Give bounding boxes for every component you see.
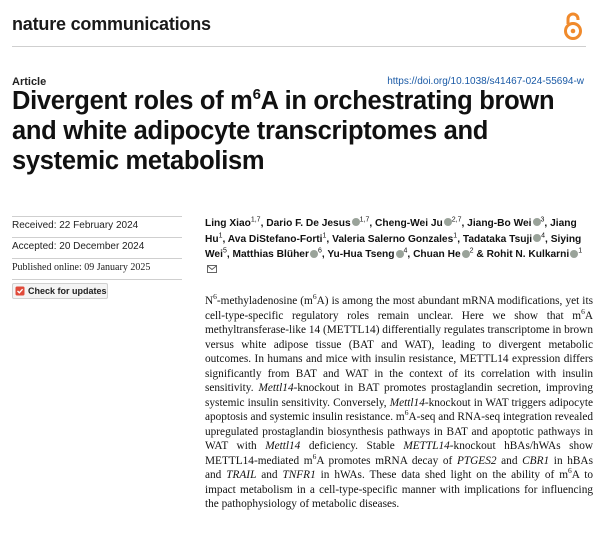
abstract-segment: A to impact metabolism in a cell-type-specific manner with implications for influencing the pathophysiology of metabolic diseases.: [205, 469, 593, 510]
author-affiliation: 1: [578, 247, 583, 255]
published-date: Published online: 09 January 2025: [12, 258, 182, 279]
received-date: Received: 22 February 2024: [12, 216, 182, 237]
author-affiliation: 1,7: [250, 216, 261, 224]
author-affiliation: 2: [469, 247, 474, 255]
author-name: Matthias Blüher: [232, 249, 309, 261]
title-part-2: A in orchestrating brown and white adipocyte transcriptomes and systemic metabolism: [12, 87, 555, 175]
author-separator: ,: [226, 249, 233, 261]
author-affiliation: 6: [317, 247, 322, 255]
abstract-segment: A-seq and RNA-seq integration revealed upregulated prostaglandin biosynthesis pathways in BAT and apoptotic pathways in WAT with: [205, 411, 593, 452]
author-affiliation: 4: [403, 247, 408, 255]
author-name: Chuan He: [413, 249, 461, 261]
author-affiliation: 4: [541, 232, 546, 240]
author-name: Siying Wei: [205, 233, 582, 261]
email-icon[interactable]: [207, 265, 217, 273]
author-separator: ,: [544, 218, 551, 229]
abstract-italic: CBR1: [522, 454, 550, 467]
author-affiliation: 1: [453, 232, 458, 240]
author[interactable]: [413, 249, 473, 260]
author-name: Jiang-Bo Wei: [467, 218, 532, 229]
check-updates-label: Check for updates: [28, 286, 107, 296]
author-separator: ,: [326, 233, 333, 245]
title-superscript: 6: [252, 85, 261, 103]
orcid-icon[interactable]: [462, 250, 470, 258]
author-name: Tadataka Tsuji: [462, 233, 533, 245]
orcid-icon[interactable]: [352, 218, 360, 226]
abstract-segment: A promotes mRNA decay of: [316, 454, 457, 467]
orcid-icon[interactable]: [533, 218, 541, 226]
author-name: Valeria Salerno Gonzales: [332, 233, 454, 245]
abstract-italic: METTL14: [403, 440, 450, 452]
author-separator: ,: [260, 218, 267, 229]
check-for-updates-button[interactable]: [12, 283, 108, 299]
author-separator: ,: [407, 249, 414, 261]
title-part-1: Divergent roles of m: [12, 87, 253, 115]
abstract-superscript: 6: [312, 292, 317, 302]
abstract-segment: -knockout in WAT triggers adipocyte apoptosis and systemic insulin resistance. m: [205, 396, 593, 423]
article-metadata: [12, 216, 182, 300]
abstract-italic: Mettl14: [265, 440, 301, 452]
author-separator: ,: [545, 233, 551, 245]
accepted-date: Accepted: 20 December 2024: [12, 237, 182, 258]
author-separator: ,: [369, 218, 376, 229]
abstract-superscript: 6: [404, 408, 409, 418]
orcid-icon[interactable]: [396, 250, 404, 258]
abstract-italic: Mettl14: [389, 396, 425, 409]
author-separator: ,: [321, 249, 328, 261]
abstract-segment: A methyltransferase-like 14 (METTL14) differentially regulates transcriptome in brown versus white adipose tissue (BAT and WAT), leading to divergent metabolic outcomes. In humans and mice with insulin resistance, METTL14 expression differs significantly from BAT and WAT in the context of its correlation with insulin sensitivity.: [205, 309, 593, 394]
abstract-text: [205, 294, 593, 512]
author-separator: ,: [457, 233, 463, 245]
abstract-segment: -knockout hBAs/hWAs show METTL14-mediated m: [205, 440, 594, 467]
author-affiliation: 1,7: [359, 216, 370, 224]
author-list: [205, 216, 590, 278]
author[interactable]: [266, 218, 369, 229]
author[interactable]: [375, 218, 461, 229]
check-updates-row: [12, 279, 182, 300]
abstract-segment: deficiency. Stable: [300, 440, 404, 452]
abstract-segment: N: [205, 295, 214, 307]
author-name: Rohit N. Kulkarni: [486, 249, 570, 261]
orcid-icon[interactable]: [533, 234, 541, 242]
open-access-icon[interactable]: [562, 10, 584, 42]
abstract-superscript: 6: [312, 451, 317, 461]
author-affiliation: 2,7: [451, 216, 462, 224]
author[interactable]: [327, 249, 407, 260]
abstract-segment: -methyladenosine (m: [216, 295, 313, 307]
abstract-segment: in hWAs. These data shed light on the ability of m: [315, 469, 569, 481]
abstract-italic: PTGES2: [456, 454, 497, 467]
journal-name[interactable]: nature communications: [12, 14, 211, 34]
author-separator: ,: [461, 218, 468, 229]
author-name: Jiang Hu: [205, 218, 577, 245]
author-affiliation: 1: [218, 232, 223, 240]
abstract-segment: and: [256, 469, 283, 481]
abstract: [205, 294, 593, 512]
author-affiliation: 5: [222, 247, 227, 255]
article-title: [12, 86, 592, 176]
author-name: Dario F. De Jesus: [266, 218, 351, 229]
author[interactable]: [205, 218, 261, 229]
author[interactable]: [487, 249, 583, 260]
author[interactable]: [332, 234, 457, 245]
author-name: Cheng-Wei Ju: [375, 218, 443, 229]
author-separator: &: [473, 249, 487, 261]
author[interactable]: [228, 234, 327, 245]
abstract-superscript: 6: [581, 306, 585, 316]
abstract-segment: and: [496, 454, 523, 467]
abstract-italic: TRAIL: [226, 469, 257, 481]
author-affiliation: 1: [322, 232, 327, 240]
abstract-italic: Mettl14: [258, 382, 294, 394]
author[interactable]: [467, 218, 544, 229]
article-type: Article: [12, 76, 47, 88]
abstract-italic: TNFR1: [282, 469, 316, 481]
doi-link[interactable]: https://doi.org/10.1038/s41467-024-55694-w: [387, 76, 584, 87]
author-name: Ava DiStefano-Forti: [227, 233, 323, 245]
abstract-superscript: 6: [213, 292, 217, 302]
abstract-segment: A) is among the most abundant mRNA modifications, yet its cell-type-specific regulatory roles remain unclear. Here we show that m: [205, 295, 593, 322]
header-divider: [12, 46, 586, 47]
check-updates-icon: [15, 286, 25, 296]
abstract-segment: in hBAs and: [205, 454, 593, 481]
author-separator: ,: [222, 233, 228, 245]
orcid-icon[interactable]: [310, 250, 318, 258]
abstract-segment: -knockout in BAT promotes prostaglandin secretion, improving systemic insulin sensitivity. Conversely,: [205, 382, 593, 409]
author[interactable]: [463, 234, 545, 245]
abstract-superscript: 6: [568, 466, 572, 476]
orcid-icon[interactable]: [570, 250, 578, 258]
author-name: Ling Xiao: [205, 218, 251, 229]
orcid-icon[interactable]: [444, 218, 452, 226]
author[interactable]: [233, 249, 322, 260]
author-affiliation: 3: [540, 216, 545, 224]
author-name: Yu-Hua Tseng: [327, 249, 395, 261]
